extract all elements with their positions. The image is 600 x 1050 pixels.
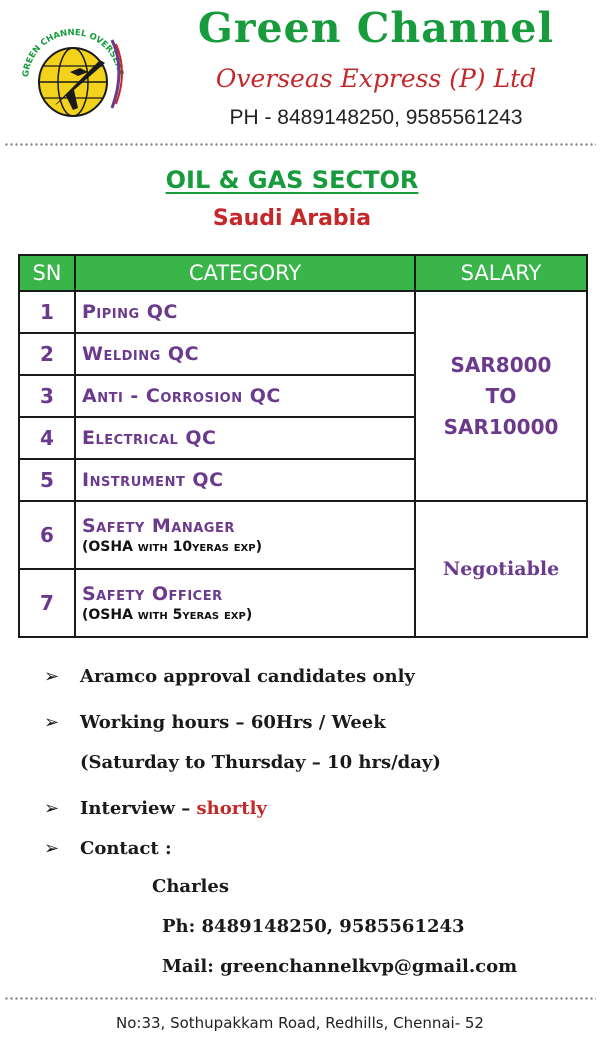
bullet-arrow-icon: ➢ <box>44 798 60 819</box>
salary-max: SAR10000 <box>443 414 559 439</box>
row-sn: 6 <box>19 501 75 569</box>
row-sn: 7 <box>19 569 75 637</box>
category-label: Safety Manager <box>82 515 235 537</box>
table-header-row <box>19 255 587 291</box>
category-requirement: (OSHA with 10yeras exp) <box>82 539 262 555</box>
salary-to: TO <box>485 383 517 408</box>
row-category <box>75 375 415 417</box>
company-subtitle: Overseas Express (P) Ltd <box>215 64 537 93</box>
note-interview <box>44 798 267 819</box>
row-category <box>75 291 415 333</box>
salary-min: SAR8000 <box>450 352 552 377</box>
company-logo <box>8 10 138 130</box>
note-interview-label: Interview – <box>80 798 197 819</box>
category-label: Piping QC <box>82 301 178 323</box>
row-category <box>75 333 415 375</box>
category-requirement: (OSHA with 5yeras exp) <box>82 607 253 623</box>
table-row <box>19 291 587 333</box>
header-sn: SN <box>19 255 75 291</box>
globe-airplane-logo <box>8 10 138 130</box>
category-label: Welding QC <box>82 343 200 365</box>
table-row <box>19 501 587 569</box>
bullet-arrow-icon: ➢ <box>44 712 60 733</box>
contact-name: Charles <box>152 876 229 897</box>
category-label: Electrical QC <box>82 427 217 449</box>
category-label: Safety Officer <box>82 583 223 605</box>
bullet-arrow-icon: ➢ <box>44 838 60 859</box>
row-sn: 1 <box>19 291 75 333</box>
note-aramco <box>44 666 415 687</box>
header-salary: SALARY <box>415 255 587 291</box>
job-table <box>18 254 588 638</box>
header-category: CATEGORY <box>75 255 415 291</box>
row-sn: 2 <box>19 333 75 375</box>
dotted-divider-bottom <box>4 996 596 1001</box>
note-interview-value: shortly <box>196 798 267 819</box>
logo-ring-text: GREEN CHANNEL OVERSEAS <box>21 27 125 78</box>
category-label: Instrument QC <box>82 469 224 491</box>
bullet-arrow-icon: ➢ <box>44 666 60 687</box>
sector-title: OIL & GAS SECTOR <box>165 166 419 194</box>
country-title: Saudi Arabia <box>212 206 372 231</box>
category-label: Anti - Corrosion QC <box>82 385 281 407</box>
row-sn: 4 <box>19 417 75 459</box>
company-address: No:33, Sothupakkam Road, Redhills, Chennai- 52 <box>116 1014 484 1032</box>
salary-negotiable: Negotiable <box>415 501 587 637</box>
row-category <box>75 569 415 637</box>
note-hours-detail: (Saturday to Thursday – 10 hrs/day) <box>80 752 441 773</box>
row-category <box>75 501 415 569</box>
note-aramco-text: Aramco approval candidates only <box>80 666 415 687</box>
company-name: Green Channel <box>197 4 555 52</box>
contact-email: Mail: greenchannelkvp@gmail.com <box>162 956 518 977</box>
contact-phone: Ph: 8489148250, 9585561243 <box>162 916 465 937</box>
row-category <box>75 459 415 501</box>
note-contact-label: Contact : <box>80 838 172 859</box>
row-sn: 3 <box>19 375 75 417</box>
note-hours-text: Working hours – 60Hrs / Week <box>80 712 386 733</box>
dotted-divider-top <box>4 142 596 147</box>
row-category <box>75 417 415 459</box>
company-phone: PH - 8489148250, 9585561243 <box>229 106 523 129</box>
row-sn: 5 <box>19 459 75 501</box>
note-contact <box>44 838 172 859</box>
note-hours <box>44 712 386 733</box>
salary-range-cell <box>415 291 587 501</box>
